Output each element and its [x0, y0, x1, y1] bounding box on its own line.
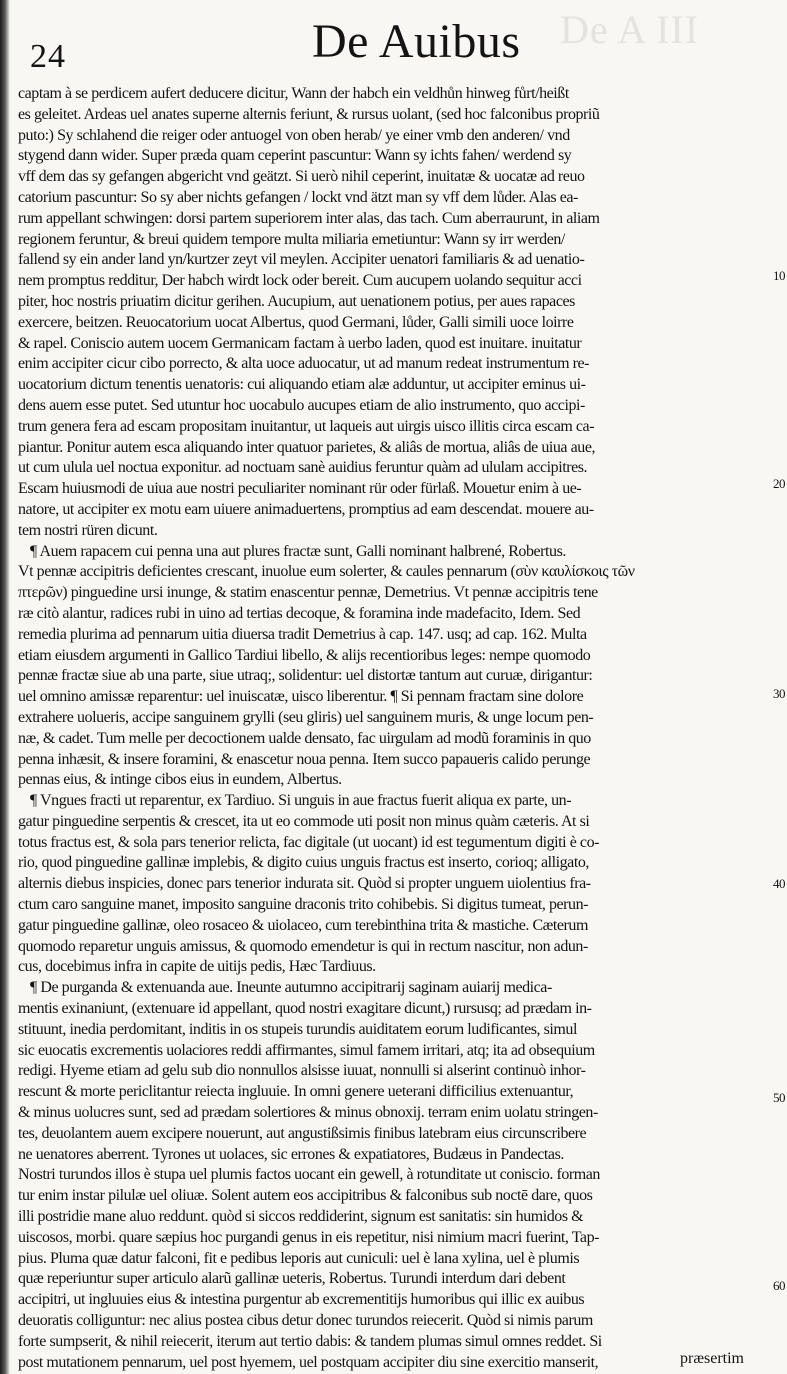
text-line: uiscosos, morbi. quare sæpius hoc purgandi genus in eis repetitur, nisi nimium macri fuerint, Tap-: [18, 1228, 600, 1246]
text-line: uel omnino amissæ reparentur: uel inuiscatæ, uisco liberentur. ¶ Si pennam fractam sine dolore: [18, 688, 584, 706]
text-line: pius. Pluma quæ datur falconi, fit e pedibus leporis aut cuniculi: uel è lana xylina, uel è plumis: [18, 1249, 580, 1267]
text-line: stygend dann wider. Super præda quam ceperint pascuntur: Wann sy ichts fahen/ werdend sy: [18, 147, 572, 165]
text-line: sic euocatis excrementis uolaciores reddi affirmantes, simul famem irritari, atq; ita ad obsequium: [18, 1041, 595, 1059]
text-line: cus, docebimus infra in capite de uitijs pedis, Hæc Tardiuus.: [18, 958, 376, 976]
text-line: tem nostri rüren dicunt.: [18, 521, 158, 539]
text-line: & minus uolucres sunt, sed ad prædam solertiores & minus obnoxij. terram enim uolatu stringen-: [18, 1104, 598, 1122]
text-line: & rapel. Coniscio autem uocem Germanicam factam à uerbo laden, quod est inuitare. inuitatur: [18, 334, 582, 352]
text-line: næ, & cadet. Tum melle per decoctionem ualde densato, fac uirgulam ad modũ foraminis in quo: [18, 729, 591, 747]
margin-line-number: 60: [773, 1278, 785, 1293]
text-line: stituunt, inedia perdomitant, inditis in os stupeis turundis auiditatem eorum ludificantes, simul: [18, 1020, 577, 1038]
text-line: Vt pennæ accipitris deficientes crescant, inuolue eum solerter, & caules pennarum (σὺν καυλίσκοις τῶν: [18, 563, 635, 581]
text-line: tur enim instar pilulæ uel oliuæ. Solent autem eos accipitribus & falconibus sub noctē dare, quos: [18, 1187, 593, 1205]
text-line: post mutationem pennarum, uel post hyemem, uel postquam accipiter diu sine exercitio manserit,: [18, 1353, 599, 1371]
text-line: captam à se perdicem aufert deducere dicitur, Wann der habch ein veldhůn hinweg fůrt/heißt: [18, 85, 569, 102]
text-line: rum appellant schwingen: dorsi partem superiorem inter alas, das tach. Cum aberraurunt, in aliam: [18, 209, 600, 227]
text-line: ¶ Auem rapacem cui penna una aut plures fractæ sunt, Galli nominant halbrené, Robertus.: [30, 542, 566, 560]
text-line: rescunt & morte periclitantur reiecta ingluuie. In omni genere ueterani difficilius extenuantur,: [18, 1083, 574, 1101]
margin-line-number: 20: [773, 476, 785, 491]
text-line: exercere, beitzen. Reuocatorium uocat Albertus, quod Germani, lůder, Galli simili uoce loirre: [18, 313, 574, 331]
text-line: puto:) Sy schlahend die reiger oder antuogel von oben herab/ ye einer vmb den anderen/ vnd: [18, 126, 570, 144]
margin-line-number: 30: [773, 686, 785, 701]
text-line: extrahere uolueris, accipe sanguinem grylli (seu gliris) uel sanguinem muris, & unge locum pen-: [18, 708, 594, 726]
text-line: πτερῶν) pinguedine ursi inunge, & statim enascentur pennæ, Demetrius. Vt pennæ accipitris tene: [18, 584, 598, 602]
text-line: ut cum ulula uel noctua exponitur. ad noctuam sanè auidius feruntur quàm ad ululam accipitres.: [18, 459, 588, 477]
text-line: quæ reperiuntur super articulo alarũ gallinæ ueteris, Robertus. Turundi interdum dari debent: [18, 1270, 566, 1288]
text-line: ctum caro sanguine manet, imposito sanguine draconis trito cohibebis. Si digitus tumeat, perun-: [18, 896, 589, 914]
text-line: etiam eiusdem argumenti in Gallico Tardiui libello, & alijs recentioribus leges: nempe quomodo: [18, 646, 591, 664]
text-line: pennæ fractæ siue ab una parte, siue utraq;, solidentur: uel distortæ tantum aut curuæ, dirigantur:: [18, 667, 593, 685]
text-line: rio, quod pinguedine gallinæ implebis, & digito cuius unguis fractus est inserto, corioq; alligato,: [18, 854, 589, 872]
text-line: accipitri, ut ingluuies eius & intestina purgentur ab excrementitijs humoribus qui illic ex auibus: [18, 1291, 585, 1309]
text-line: totus fractus est, & sola pars tenerior relicta, fac digitale (ut uocant) id est tegumentum digiti è co-: [18, 833, 599, 851]
text-line: Escam huiusmodi de uiua aue nostri peculiariter nominant rür oder fürlaß. Mouetur enim à ue-: [18, 480, 582, 498]
text-line: piter, hoc nostris priuatim dicitur gerihen. Aucupium, aut uenationem potius, per aues rapaces: [18, 292, 575, 310]
text-line: es geleitet. Ardeas uel anates superne alternis feriunt, & rursus uolant, (sed hoc falconibus propriũ: [18, 105, 600, 123]
text-line: deuoratis colliguntur: nec alius postea cibus detur donec turundos reiecerit. Quòd si nimis parum: [18, 1312, 593, 1330]
text-line: ¶ Vngues fracti ut reparentur, ex Tardiuo. Si unguis in aue fractus fuerit aliqua ex parte, un-: [30, 792, 572, 810]
catchword-line: præsertim: [680, 1350, 744, 1367]
running-title: De Auibus: [312, 15, 521, 68]
text-line: quomodo reparetur unguis amissus, & quomodo emendetur is qui in rectum nascitur, non adun-: [18, 937, 588, 955]
text-line: alternis diebus inspicies, donec pars tenerior indurata sit. Quòd si propter unguem uiolentius fra-: [18, 875, 591, 893]
text-line: illi postridie mane aluo reddunt. quòd si siccos reddiderint, signum est sanitatis: sin humidos &: [18, 1208, 584, 1226]
text-line: Nostri turundos illos è stupa uel plumis factos uocant ein gewell, à rotunditate ut coniscio. forman: [18, 1166, 600, 1184]
text-line: nem promptus redditur, Der habch wirdt lock oder bereit. Cum aucupem uolando sequitur acci: [18, 272, 582, 290]
margin-line-number: 50: [773, 1090, 785, 1105]
text-line: tes, deuolantem auem excipere nouerunt, aut angustißsimis finibus latebram eius circunscribere: [18, 1124, 587, 1142]
text-line: natore, ut accipiter ex motu eam uiuere animaduertens, promptius ad eam descendat. mouere au-: [18, 500, 594, 518]
text-line: mentis exinaniunt, (extenuare id appellant, quod nostri exagitare dicunt,) rursusq; ad prædam in-: [18, 1000, 592, 1018]
text-line: redigi. Hyeme etiam ad gelu sub dio nonnullos alsisse iuuat, nonnulli si alserint continuò inhor-: [18, 1062, 586, 1080]
margin-line-number: 10: [773, 268, 785, 283]
text-line: regionem feruntur, & breui quidem tempore multa miliaria emetiuntur: Wann sy irr werden/: [18, 230, 565, 248]
text-line: ¶ De purganda & extenuanda aue. Ineunte autumno accipitrarij saginam auiarij medica-: [30, 979, 552, 997]
text-line: piantur. Ponitur autem esca aliquando inter quatuor parietes, & aliâs de mortua, aliâs de uiua aue,: [18, 438, 596, 456]
text-line: ne uenatores aberrent. Tyrones ut uolaces, sic errones & expatiatores, Budæus in Pandectas.: [18, 1145, 564, 1163]
text-line: pennas eius, & intinge cibos eius in eundem, Albertus.: [18, 771, 342, 789]
margin-line-number: 40: [773, 876, 785, 891]
text-line: vff dem das sy gefangen abgericht vnd geätzt. Si uerò nihil ceperint, inuitatæ & uocatæ ad reuo: [18, 168, 585, 186]
text-line: enim accipiter cicur cibo porrecto, & alta uoce aduocatur, ut ad manum redeat instrumentum re-: [18, 355, 590, 373]
text-line: gatur pinguedine serpentis & crescet, ita ut eo commode uti posit non minus quàm cæteris. At si: [18, 812, 590, 830]
show-through-text: De A III: [560, 7, 700, 52]
text-line: penna inhæsit, & insere foramini, & enascetur noua penna. Item succo papaueris calido perunge: [18, 750, 591, 768]
text-line: remedia plurima ad pennarum uitia diuersa tradit Demetrius à cap. 147. usq; ad cap. 162. Multa: [18, 625, 587, 643]
text-line: dens auem esse putet. Sed utuntur hoc uocabulo aucupes etiam de alio instrumento, quo accipi-: [18, 396, 585, 414]
text-body: [18, 84, 772, 1373]
text-line: ræ citò alantur, radices rubi in uino ad tertias decoque, & foramina inde madefacito, Idem. Sed: [18, 604, 581, 622]
text-line: fallend sy ein ander land yn/kurtzer zeyt vil meylen. Accipiter uenatori familiaris & ad uenatio-: [18, 251, 585, 269]
text-line: gatur pinguedine gallinæ, oleo rosaceo & uiolaceo, cum terebinthina trita & mastiche. Cæterum: [18, 916, 588, 934]
text-line: trum genera fera ad escam propositam inuitantur, ut laqueis aut uirgis uisco illitis circa escam ca-: [18, 417, 595, 435]
text-line: uocatorium dictum tenentis uenatoris: cui aliquando etiam alæ adduntur, ut accipiter eminus ui-: [18, 376, 586, 394]
text-line: forte sumpserit, & nihil reiecerit, iterum aut tertio dabis: & tandem plumas simul omnes reddet. Si: [18, 1332, 602, 1350]
page-number: 24: [30, 38, 66, 75]
text-line: catorium pascuntur: So sy aber nichts gefangen / lockt vnd ätzt man sy vff dem lůder. Alas ea-: [18, 188, 578, 206]
